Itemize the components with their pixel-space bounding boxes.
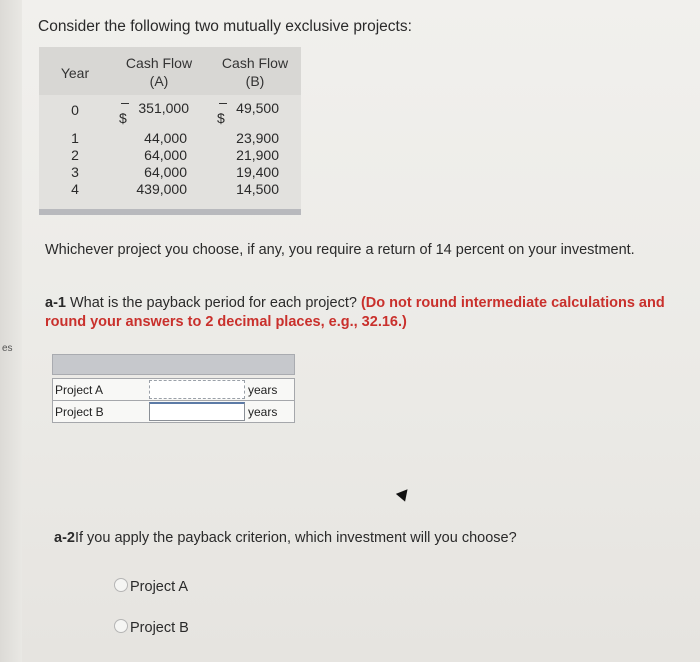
- dollar-sign: $: [217, 110, 225, 126]
- answer-row-project-a: [52, 378, 295, 401]
- question-a1-text: What is the payback period for each project?: [65, 295, 361, 311]
- answer-unit: years: [248, 383, 278, 397]
- cash-flow-a-header-line2: (A): [149, 73, 169, 89]
- radio-button-icon[interactable]: [114, 619, 128, 633]
- cash-flow-a-header-line1: Cash Flow: [125, 55, 193, 71]
- cash-flow-b-cell: 49,500: [236, 100, 279, 116]
- cash-flow-a-cell: 64,000: [144, 164, 187, 180]
- cash-flow-b-header-line2: (B): [245, 73, 265, 89]
- payback-answer-table: [52, 354, 295, 423]
- answer-table-header: [52, 354, 295, 375]
- cash-flow-b-cell: 23,900: [236, 130, 279, 146]
- option-label: Project A: [130, 579, 189, 595]
- cash-flow-b-cell: 21,900: [236, 147, 279, 163]
- cash-flow-a-cell: 64,000: [144, 147, 187, 163]
- question-a2: [54, 530, 517, 546]
- left-margin-strip: [0, 0, 22, 662]
- required-return-paragraph: Whichever project you choose, if any, you require a return of 14 percent on your investment.: [45, 242, 635, 258]
- cash-flow-b-cell: 19,400: [236, 164, 279, 180]
- question-a1: [45, 294, 675, 332]
- year-header: Year: [60, 65, 90, 81]
- cash-flow-a-cell: 44,000: [144, 130, 187, 146]
- cash-flow-a-cell: 351,000: [138, 100, 189, 116]
- dollar-sign: $: [119, 110, 127, 126]
- answer-row-label: Project B: [55, 405, 104, 419]
- table-bottom-rule: [39, 209, 301, 215]
- cash-flow-table: [39, 47, 301, 215]
- question-a2-prefix: a-2: [54, 530, 75, 546]
- answer-row-label: Project A: [55, 383, 104, 397]
- project-a-payback-input[interactable]: [149, 380, 245, 399]
- table-header: [39, 47, 301, 95]
- year-cell: 0: [71, 102, 79, 118]
- intro-text: Consider the following two mutually exclusive projects:: [38, 18, 412, 35]
- year-cell: 1: [71, 130, 79, 146]
- option-project-b[interactable]: [114, 619, 189, 636]
- option-project-a[interactable]: [114, 578, 188, 595]
- negative-sign: [121, 103, 129, 104]
- option-label: Project B: [130, 620, 189, 636]
- answer-row-project-b: [52, 400, 295, 423]
- year-cell: 4: [71, 181, 79, 197]
- question-a1-instruction: (Do not round intermediate calculations and round your answers to 2 decimal places, e.g., 32.16.): [45, 295, 665, 330]
- cash-flow-b-cell: 14,500: [236, 181, 279, 197]
- cash-flow-b-header-line1: Cash Flow: [221, 55, 289, 71]
- year-cell: 2: [71, 147, 79, 163]
- question-a1-prefix: a-1: [45, 295, 66, 311]
- question-a2-text: If you apply the payback criterion, which investment will you choose?: [74, 530, 517, 546]
- side-tag: es: [2, 343, 13, 354]
- year-cell: 3: [71, 164, 79, 180]
- radio-button-icon[interactable]: [114, 578, 128, 592]
- project-b-payback-input[interactable]: [149, 402, 245, 421]
- cash-flow-a-cell: 439,000: [136, 181, 187, 197]
- answer-unit: years: [248, 405, 278, 419]
